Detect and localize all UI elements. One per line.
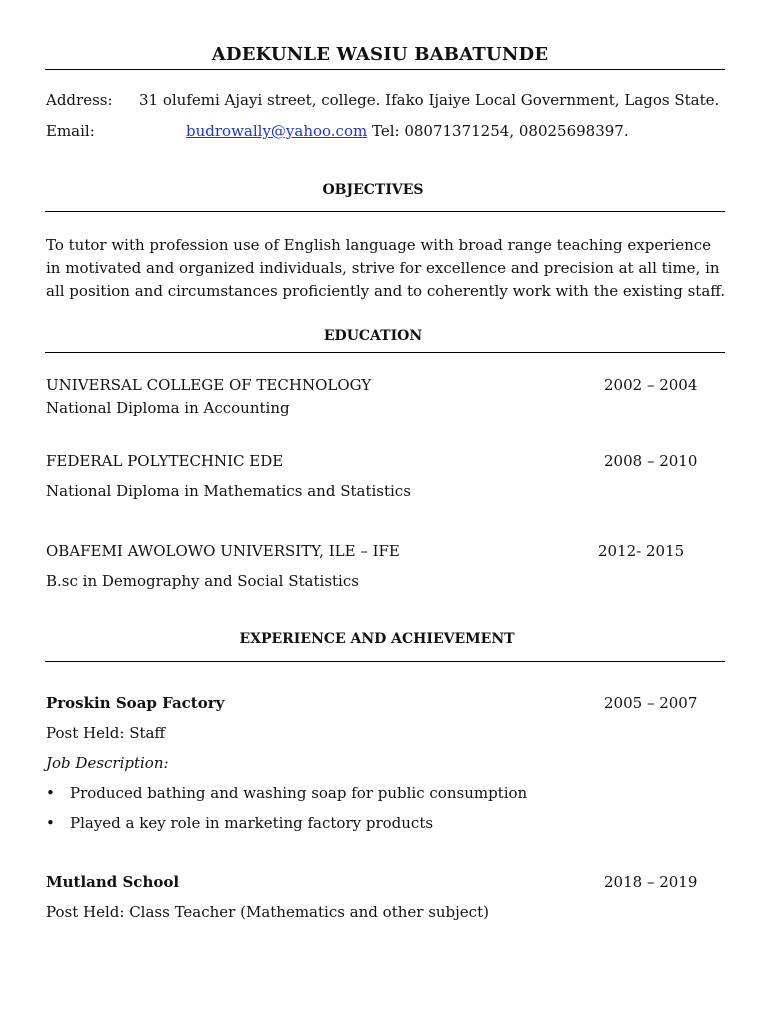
experience-years: 2018 – 2019 — [604, 873, 698, 891]
address-label: Address: — [46, 91, 113, 109]
education-years: 2012- 2015 — [598, 542, 685, 560]
job-bullet: Produced bathing and washing soap for public consumption — [70, 784, 528, 802]
experience-years: 2005 – 2007 — [604, 694, 698, 712]
job-bullet: Played a key role in marketing factory products — [70, 814, 434, 832]
email-link[interactable]: budrowally@yahoo.com — [186, 122, 368, 140]
experience-heading: EXPERIENCE AND ACHIEVEMENT — [239, 631, 515, 647]
address-value: 31 olufemi Ajayi street, college. Ifako Ijaiye Local Government, Lagos State. — [139, 91, 720, 109]
education-qualification: National Diploma in Mathematics and Statistics — [46, 482, 411, 500]
divider — [45, 211, 725, 212]
education-qualification: National Diploma in Accounting — [46, 399, 290, 417]
divider — [45, 69, 725, 70]
bullet-icon: • — [46, 814, 55, 832]
education-heading: EDUCATION — [323, 328, 423, 344]
experience-post: Post Held: Staff — [46, 724, 166, 742]
objectives-text: To tutor with profession use of English language with broad range teaching experience in motivated and organized individuals, strive for excellence and precision at all time, in all position and circumstances proficiently and to coherently work with the existing staff. — [46, 236, 726, 300]
resume-name: ADEKUNLE WASIU BABATUNDE — [211, 44, 549, 65]
education-school: OBAFEMI AWOLOWO UNIVERSITY, ILE – IFE — [46, 542, 400, 560]
objectives-heading: OBJECTIVES — [322, 182, 424, 198]
education-years: 2002 – 2004 — [604, 376, 698, 394]
education-school: FEDERAL POLYTECHNIC EDE — [46, 452, 284, 470]
education-school: UNIVERSAL COLLEGE OF TECHNOLOGY — [46, 376, 372, 394]
email-label: Email: — [46, 122, 95, 140]
divider — [45, 661, 725, 662]
job-description-label: Job Description: — [46, 754, 169, 772]
experience-post: Post Held: Class Teacher (Mathematics and other subject) — [46, 903, 489, 921]
education-years: 2008 – 2010 — [604, 452, 698, 470]
experience-employer: Mutland School — [46, 873, 180, 891]
divider — [45, 352, 725, 353]
education-qualification: B.sc in Demography and Social Statistics — [46, 572, 359, 590]
bullet-icon: • — [46, 784, 55, 802]
experience-employer: Proskin Soap Factory — [46, 694, 225, 712]
telephone: Tel: 08071371254, 08025698397. — [372, 122, 629, 140]
